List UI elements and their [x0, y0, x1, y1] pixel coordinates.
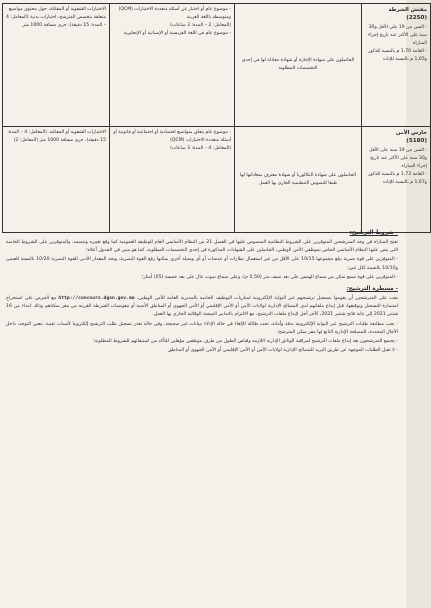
exam-item: (المعامل: 2 – المدة: 3 ساعات): [170, 23, 231, 28]
condition-item: - القامة 1,70 م بالنسبة للذكور و1,65 م بالنسبة للإناث: [368, 49, 427, 62]
rank-cell: [362, 4, 431, 127]
specialty-cell: [235, 127, 362, 233]
specialty-cell: [235, 4, 362, 127]
exam-item: - موضوع عام في اللغة الفرنسية أو الإسبانية أو الإنجليزية: [123, 31, 231, 36]
specialty-text: الحاصلون على شهادة الإجازة أو شهادة معادلة لها في إحدى التخصصات المطلوبة: [241, 58, 355, 71]
table-row: [3, 4, 431, 127]
procedure-heading: - مسطرة الترشيح:: [346, 286, 398, 293]
condition-item: - القامة 1,73 م بالنسبة للذكور و1,67 م بالنسبة للإناث: [368, 172, 427, 185]
conditions-heading: - شروط الترشيح:: [349, 230, 398, 236]
procedure-paragraph: - يخضع المترشحون بعد إيداع ملفات الترشيح لمراقبة الوثائق الإدارية اللازمة وقياس الطول من طرف موظفين مؤهلين للتأكد من استيفائهم للشروط المطلوبة؛: [93, 339, 398, 345]
condition-paragraph: - المتوفرين على قوة بصرية يبلغ مجموعها 10/15 على الأقل من غير استعمال نظارات أو عدسات أو أي وسيلة أخرى يمكنها رفع القوة البصرية، وبحد المقدار الأدنى للقوة البصرية 10/20 بالنسبة للعينين و10/10 بالنسبة لكل عين؛: [6, 257, 398, 271]
portal-link[interactable]: http://concours.dgsn.gov.ma: [58, 296, 135, 302]
rank-name: حارس الأمن: [395, 130, 427, 136]
condition-paragraph: - المتوفرين على قوة سمع تمكن من سماع الهمس على بعد نصف متر (0,50 م)، وعلى سماع صوت عال على بعد خمسة (05) أمتار؛: [141, 274, 398, 280]
condition-item: - السن من 19 سنة على الأقل و30 سنة على الأكثر عند تاريخ إجراء المباراة: [369, 148, 427, 169]
oral-text: الاختبارات الشفوية أو المقابلة، (المعامل: 4 – المدة: 15 دقيقة)، جري مسافة 1000 متر (المعامل: 2): [7, 130, 106, 143]
exams-cell: [110, 127, 235, 233]
procedure-paragraph: - يجب مطابقة طلبات الترشيح عبر البوابة الإلكترونية بدقة وأمانة، تحت طائلة الإلغاء في حالة الإدلاء ببيانات غير صحيحة، وفي حالة تعذر تسجيل طلب الترشيح إلكترونيا لأسباب تقنية، يتعين التوجه، داخل الآجال المحددة، للمصلحة الإدارية التابع لها مقر سكن المترشح؛: [6, 321, 398, 335]
oral-cell: [3, 4, 110, 127]
procedure-text-b: مع الحرص على استخراج استمارة التسجيل وتوقيعها، قبل إيداع ملفاتهم لدى المصالح الإدارية لولايات الأمن أو الأمن الإقليمي أو الأمن الجهوي أو المناطق الأمنية أو مفوضيات الشرطة القريبة من مقر سكناهم وذلك ابتداء من 16 شتنبر 2021 إلى غاية فاتح شتنبر 2021، كآخر أجل لإيداع ملفات الترشيح، مع الالتزام بالتدابير الصحية الوقائية الجاري بها العمل.: [6, 296, 398, 318]
recruitment-table: [2, 3, 431, 233]
rank-name: مفتش الشرطة: [388, 7, 427, 13]
rank-code: (5180): [406, 138, 427, 144]
conditions-intro: تفتح المباراة في وجه المترشحين المتوفرين على الشروط النظامية المنصوص عليها في الفصل 21 من النظام الأساسي العام للوظيفة العمومية كما وقع تغييره وتتميمه، والمتوفرين على الشروط الخاصة التي ينص عليها النظام الأساسي الخاص بموظفي الأمن الوطني، الحاصلين على الشهادات المذكورة في إحدى التخصصات المطلوبة، كما هو مبين في الجدول أعلاه؛: [6, 240, 398, 254]
exam-item: (المعامل: 4 – المدة: 3 ساعات): [170, 146, 231, 151]
rank-cell: [362, 127, 431, 233]
document-body: [6, 226, 398, 356]
exam-item: - موضوع عام أو اختبار عن أسئلة متعددة الاختيارات (QCM) ومتوسطة باللغة العربية: [118, 7, 231, 20]
specialty-text: الحاصلون على شهادة البكالوريا أو شهادة معترف بمعادلتها لها طبقا للنصوص التنظيمية الجاري بها العمل: [240, 172, 356, 186]
table-row: [3, 127, 431, 233]
condition-item: - السن من 19 على الأقل و30 سنة على الأكثر عند تاريخ إجراء المباراة: [368, 25, 427, 46]
exams-cell: [110, 4, 235, 127]
exam-item: - موضوع عام يتعلق بمواضيع اقتصادية أو اجتماعية أو قانونية أو أسئلة متعددة الاختيارات (QCM): [113, 130, 231, 143]
oral-cell: [3, 127, 110, 233]
procedure-paragraph: [6, 295, 398, 320]
oral-text: الاختبارات الشفوية أو المقابلة، حول محتوى مواضيع متعلقة بتخصص المترشح، اختبارات بدنية (المعامل: 4 – المدة: 15 دقيقة)، جري مسافة 1000 متر: [5, 7, 106, 28]
procedure-text-a: يجب على المترشحين أن يقوموا بتسجيل ترشيحهم عبر البوابة الإلكترونية لمباريات التوظيف الخاصة بالمديرية العامة للأمن الوطني،: [136, 296, 398, 302]
procedure-paragraph: - لا تقبل الطلبات الموجهة عن طريق البريد للمصالح الإدارية لولايات الأمن أو الأمن الإقليمي أو الأمن الجهوي أو المناطق: [168, 348, 398, 354]
rank-code: (2250): [406, 15, 427, 21]
